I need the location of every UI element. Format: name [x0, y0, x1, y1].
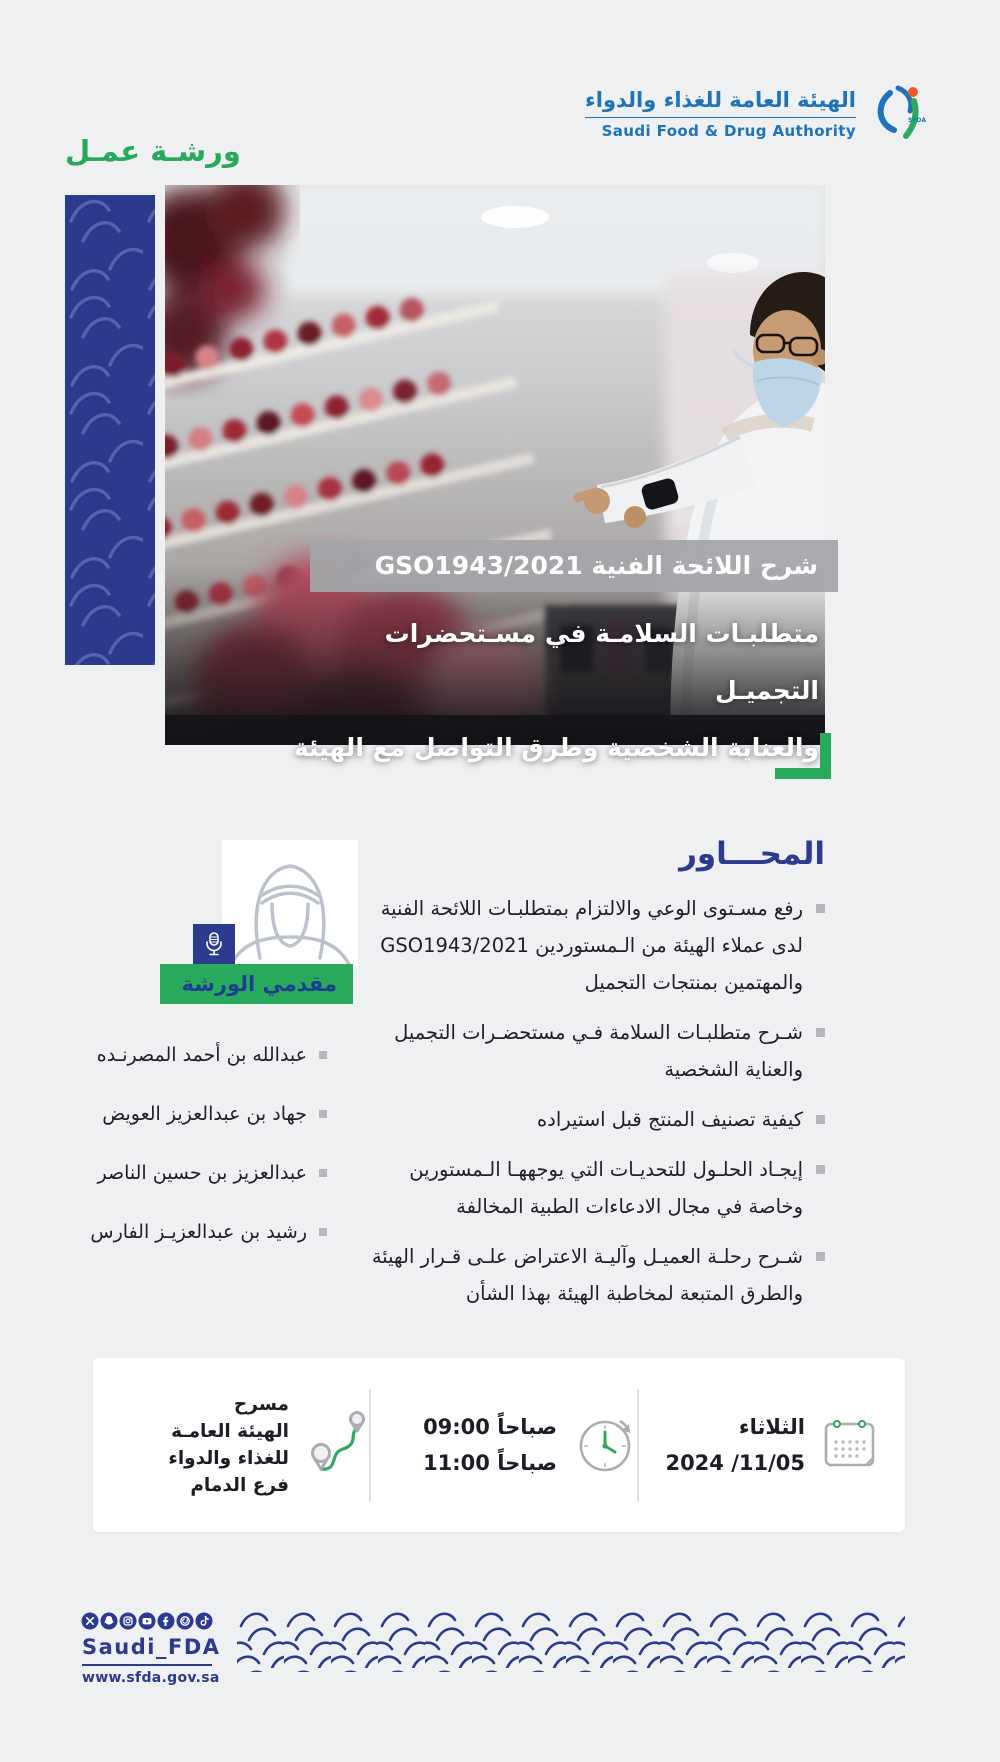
- brand-pattern-strip: [65, 195, 155, 665]
- hero-subtitle-line: متطلبـات السلامـة في مسـتحضرات التجميـل: [384, 619, 819, 705]
- clock-icon: [573, 1411, 637, 1479]
- hero-subtitle-line: والعناية الشخصية وطرق التواصل مع الهيئة: [293, 733, 819, 762]
- topic-line: والمهتمين بمنتجات التجميل: [584, 971, 803, 994]
- presenter-avatar: [222, 840, 358, 966]
- presenter-name: عبدالله بن أحمد المصرنـده: [96, 1044, 307, 1066]
- hero-section: [165, 185, 825, 762]
- facebook-icon: [157, 1612, 175, 1630]
- handle-divider: [82, 1664, 212, 1666]
- workshop-label: ورشـة عمـل: [65, 134, 241, 168]
- bullet-square-icon: [319, 1169, 327, 1177]
- bullet-square-icon: [816, 904, 825, 913]
- hero-banner-title: شرح اللائحة الفنية GSO1943/2021: [310, 540, 838, 592]
- instagram-icon: [119, 1612, 137, 1630]
- footer-social-block: [82, 1612, 221, 1686]
- event-date: 2024 /11/05: [665, 1451, 805, 1475]
- date-section: [639, 1409, 879, 1481]
- sfda-logo-mark-icon: [868, 84, 926, 144]
- location-section: [123, 1391, 369, 1499]
- bullet-square-icon: [816, 1252, 825, 1261]
- bullet-square-icon: [319, 1110, 327, 1118]
- topic-item: [350, 890, 825, 1001]
- topics-section: [350, 836, 825, 1325]
- topic-item: [350, 1014, 825, 1088]
- topic-item: [350, 1238, 825, 1312]
- bullet-square-icon: [319, 1228, 327, 1236]
- presenter-name: جهاد بن عبدالعزيز العويض: [102, 1103, 307, 1125]
- corner-bracket-decoration: [775, 733, 831, 779]
- svg-text:SFDA: SFDA: [908, 117, 926, 124]
- topic-line: إيجـاد الحلـول للتحديـات التي يوجههـا الـمستورين: [409, 1158, 803, 1181]
- location-line: الهيئة العامـة: [171, 1421, 289, 1442]
- microphone-icon: [193, 924, 235, 964]
- bullet-square-icon: [816, 1115, 825, 1124]
- event-details-card: [93, 1358, 905, 1532]
- website-url: www.sfda.gov.sa: [82, 1670, 220, 1686]
- sfda-logo-arabic: الهيئة العامة للغذاء والدواء: [585, 88, 856, 118]
- event-day: الثلاثاء: [738, 1415, 805, 1439]
- topic-item: [350, 1151, 825, 1225]
- presenter-item: [27, 1217, 327, 1247]
- topic-line: كيفية تصنيف المنتج قبل استيراده: [536, 1108, 803, 1131]
- location-line: مسرح: [233, 1394, 289, 1415]
- sfda-logo-english: Saudi Food & Drug Authority: [601, 122, 856, 140]
- presenter-item: [27, 1099, 327, 1129]
- presenter-item: [27, 1040, 327, 1070]
- bullet-square-icon: [816, 1028, 825, 1037]
- social-icons-row: [82, 1612, 212, 1630]
- social-handle: Saudi_FDA: [82, 1635, 221, 1659]
- tiktok-icon: [195, 1612, 213, 1630]
- presenter-item: [27, 1158, 327, 1188]
- youtube-icon: [138, 1612, 156, 1630]
- x-icon: [81, 1612, 99, 1630]
- presenters-badge: مقدمي الورشة: [160, 964, 353, 1004]
- hero-subtitle: [274, 605, 819, 776]
- snapchat-icon: [100, 1612, 118, 1630]
- calendar-icon: [821, 1415, 879, 1475]
- threads-icon: [176, 1612, 194, 1630]
- sfda-logo: [585, 84, 926, 144]
- presenter-names: [27, 1040, 327, 1276]
- location-line: للغذاء والدواء: [168, 1448, 289, 1469]
- topic-line: GSO1943/2021 لدى عملاء الهيئة من الـمستوردين: [380, 934, 803, 957]
- presenter-name: رشيد بن عبدالعزيـز الفارس: [90, 1221, 307, 1243]
- topic-item: [350, 1101, 825, 1138]
- location-line: فرع الدمام: [190, 1475, 289, 1496]
- topic-line: والعناية الشخصية: [664, 1058, 803, 1081]
- topics-heading: المحـــاور: [679, 836, 825, 872]
- topic-line: شـرح رحلـة العميـل وآليـة الاعتراض علـى قـرار الهيئة: [371, 1245, 803, 1268]
- bullet-square-icon: [319, 1051, 327, 1059]
- topic-line: وخاصة في مجال الادعاءات الطبية المخالفة: [456, 1195, 803, 1218]
- brand-pattern-footer: [237, 1610, 905, 1672]
- presenter-name: عبدالعزيز بن حسين الناصر: [97, 1162, 307, 1184]
- topic-line: شـرح متطلبـات السلامة فـي مستحضـرات التجميل: [394, 1021, 803, 1044]
- topic-line: والطرق المتبعة لمخاطبة الهيئة بهذا الشأن: [465, 1282, 803, 1305]
- location-icon: [305, 1407, 369, 1483]
- topic-line: رفع مسـتوى الوعي والالتزام بمتطلبـات اللائحة الفنية: [380, 897, 803, 920]
- time-section: [371, 1409, 637, 1481]
- bullet-square-icon: [816, 1165, 825, 1174]
- sfda-logo-text: [585, 88, 856, 140]
- event-time-end: 11:00 صباحاً: [423, 1451, 557, 1475]
- event-time-start: 09:00 صباحاً: [423, 1415, 557, 1439]
